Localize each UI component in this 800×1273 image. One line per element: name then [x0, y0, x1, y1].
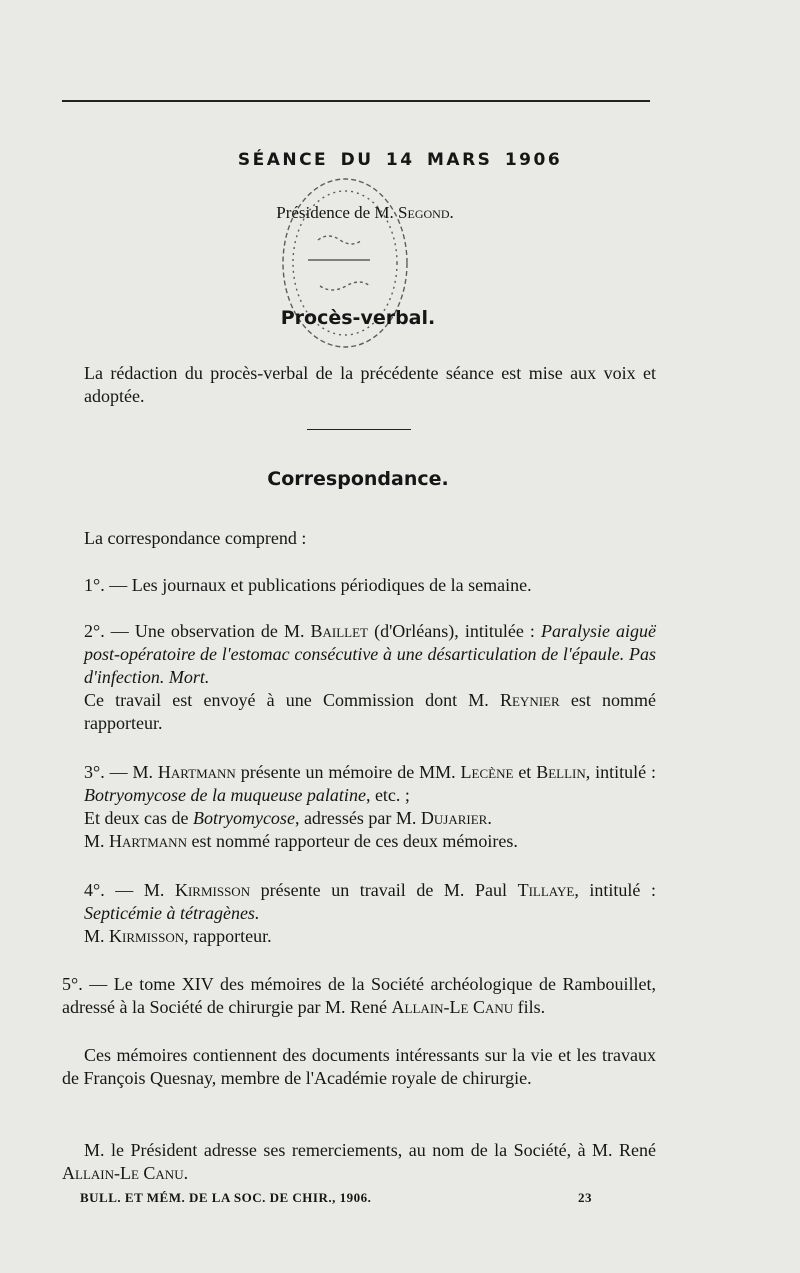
item-4-text-b: présente un travail de M. Paul — [250, 880, 518, 900]
item-3-author-2: Bellin — [536, 762, 586, 782]
closing-name: Allain-Le Canu — [62, 1163, 184, 1183]
item-2-author: Baillet — [310, 621, 369, 641]
item-1: 1°. — Les journaux et publications périodiques de la semaine. — [84, 575, 532, 595]
proces-verbal-heading: Procès-verbal. — [280, 307, 436, 329]
item-4-rapporteur: Kirmisson — [109, 926, 185, 946]
closing-text: M. le Président adresse ses remerciements, au nom de la Société, à M. René — [84, 1140, 656, 1160]
president-name: Segond — [398, 203, 450, 222]
item-2-line2: Ce travail est envoyé à une Commission dont M. — [84, 690, 500, 710]
item-4-author: Tillaye — [517, 880, 575, 900]
item-4 — [84, 879, 656, 948]
item-3 — [84, 761, 656, 853]
item-5 — [62, 973, 656, 1019]
closing-paragraph — [62, 1139, 656, 1185]
item-4-line2: M. — [84, 926, 110, 946]
item-3-line3: M. — [84, 831, 110, 851]
item-5-text: 5°. — Le tome XIV des mémoires de la Société archéologique de Rambouillet, adressé à la Société de chirurgie par M. René — [62, 974, 656, 1017]
item-3-title: Botryomycose de la muqueuse palatine — [84, 785, 366, 805]
item-3-author-1: Lecène — [460, 762, 514, 782]
item-2-rapporteur: Reynier — [499, 690, 560, 710]
item-5-continuation: Ces mémoires contiennent des documents intéressants sur la vie et les travaux de François Quesnay, membre de l'Académie royale de chirurgie. — [62, 1045, 656, 1088]
item-4-presenter: Kirmisson — [174, 880, 251, 900]
item-3-line2-end: . — [487, 808, 492, 828]
library-stamp-icon — [270, 168, 420, 358]
item-3-text-b: présente un mémoire de MM. — [235, 762, 461, 782]
item-3-line2: Et deux cas de — [84, 808, 193, 828]
item-2-text: 2°. — Une observation de M. — [84, 621, 311, 641]
item-4-text-c: , intitulé : — [574, 880, 656, 900]
item-5-text-end: fils. — [513, 997, 546, 1017]
item-3-text: 3°. — M. — [84, 762, 158, 782]
item-2-title: Paralysie aiguë post-opératoire de l'estomac consécutive à une désarticulation de l'épaule. Pas d'infection. Mort. — [84, 621, 656, 687]
correspondance-heading: Correspondance. — [267, 468, 449, 490]
item-3-line2-title: Botryomycose — [192, 808, 295, 828]
item-3-presenter: Hartmann — [157, 762, 236, 782]
presidence-suffix: . — [449, 203, 454, 222]
item-3-line3-end: est nommé rapporteur de ces deux mémoires. — [186, 831, 518, 851]
item-3-line3-rapporteur: Hartmann — [109, 831, 187, 851]
session-title: SÉANCE DU 14 MARS 1906 — [237, 150, 563, 170]
item-4-text: 4°. — M. — [84, 880, 175, 900]
item-3-text-d: , intitulé : — [585, 762, 657, 782]
top-rule — [62, 100, 650, 102]
item-3-text-e: , etc. ; — [365, 785, 410, 805]
item-4-line2-end: , rapporteur. — [184, 926, 272, 946]
item-2 — [84, 620, 656, 735]
item-4-title: Septicémie à tétragènes. — [84, 903, 260, 923]
item-5-author: Allain-Le Canu — [391, 997, 514, 1017]
closing-end: . — [183, 1163, 189, 1183]
footer-journal: BULL. ET MÉM. DE LA SOC. DE CHIR., 1906. — [80, 1190, 372, 1205]
presidence-prefix: Présidence de M. — [276, 203, 399, 222]
proces-verbal-text: La rédaction du procès-verbal de la précédente séance est mise aux voix et adoptée. — [84, 363, 656, 406]
item-2-text-b: (d'Orléans), intitulée : — [368, 621, 541, 641]
item-3-line2-author: Dujarier — [420, 808, 488, 828]
correspondance-intro: La correspondance comprend : — [84, 528, 307, 548]
item-2-line2-end: est nommé rapporteur. — [84, 690, 656, 733]
item-3-line2-b: , adressés par M. — [294, 808, 421, 828]
item-3-text-c: et — [513, 762, 537, 782]
page-number: 23 — [578, 1190, 592, 1205]
section-divider — [307, 429, 411, 430]
